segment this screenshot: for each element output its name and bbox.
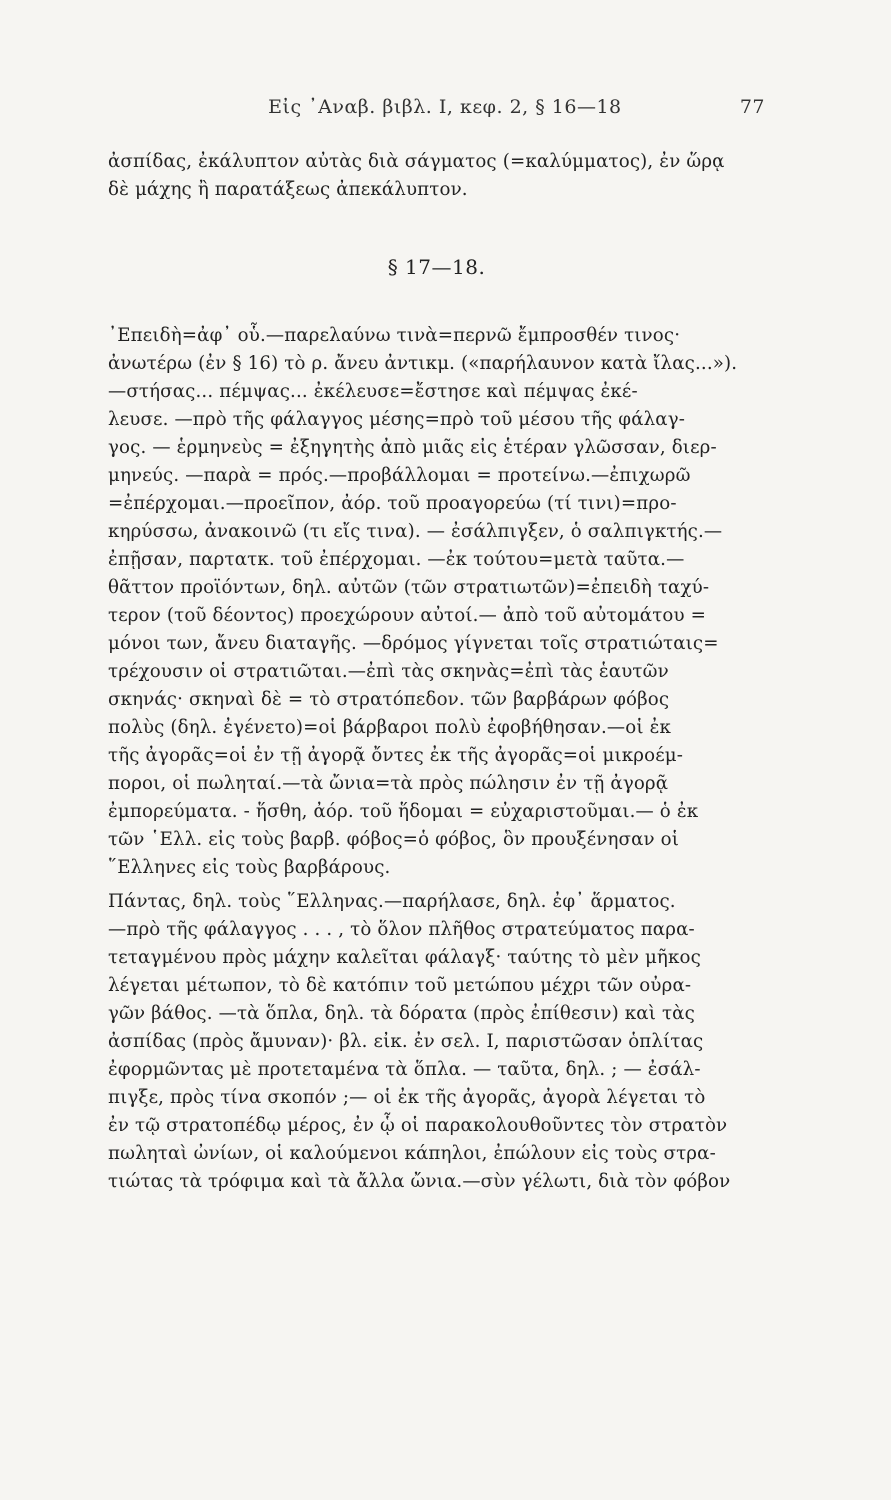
text-line: ᾿Επειδὴ=ἀφ᾿ οὗ.—παρελαύνω τινὰ=περνῶ ἔμπροσθέν τινος· xyxy=(108,325,681,346)
text-line: τιώτας τὰ τρόφιμα καὶ τὰ ἄλλα ὤνια.—σὺν γέλωτι, διὰ τὸν φόβον xyxy=(108,1171,731,1192)
page-number: 77 xyxy=(739,96,765,118)
text-line: τεταγμένου πρὸς μάχην καλεῖται φάλαγξ· ταύτης τὸ μὲν μῆκος xyxy=(108,947,701,968)
intro-paragraph xyxy=(108,148,765,204)
text-line: ἀσπίδας, ἐκάλυπτον αὐτὰς διὰ σάγματος (=καλύμματος), ἐν ὥρᾳ xyxy=(108,151,725,172)
text-line: σκηνάς· σκηναὶ δὲ = τὸ στρατόπεδον. τῶν βαρβάρων φόβος xyxy=(108,689,670,710)
text-line: ῞Ελληνες εἰς τοὺς βαρβάρους. xyxy=(108,857,391,878)
text-line: ἐφορμῶντας μὲ προτεταμένα τὰ ὅπλα. — ταῦτα, δηλ. ; — ἐσάλ- xyxy=(108,1059,701,1080)
text-line: —πρὸ τῆς φάλαγγος . . . , τὸ ὅλον πλῆθος στρατεύματος παρα- xyxy=(108,919,695,940)
text-line: μηνεύς. —παρὰ = πρός.—προβάλλομαι = προτείνω.—ἐπιχωρῶ xyxy=(108,465,691,486)
text-line: κηρύσσω, ἀνακοινῶ (τι εἴς τινα). — ἐσάλπιγξεν, ὁ σαλπιγκτής.— xyxy=(108,521,723,542)
text-line: —στήσας... πέμψας... ἐκέλευσε=ἔστησε καὶ πέμψας ἐκέ- xyxy=(108,381,638,402)
text-line: =ἐπέρχομαι.—προεῖπον, ἀόρ. τοῦ προαγορεύω (τί τινι)=προ- xyxy=(108,493,677,514)
text-line: γος. — ἑρμηνεὺς = ἐξηγητὴς ἀπὸ μιᾶς εἰς ἑτέραν γλῶσσαν, διερ- xyxy=(108,437,717,458)
text-line: δὲ μάχης ἢ παρατάξεως ἀπεκάλυπτον. xyxy=(108,179,468,200)
notes-paragraph-2 xyxy=(108,888,765,1196)
text-line: λέγεται μέτωπον, τὸ δὲ κατόπιν τοῦ μετώπου μέχρι τῶν οὐρα- xyxy=(108,975,692,996)
text-line: μόνοι των, ἄνευ διαταγῆς. —δρόμος γίγνεται τοῖς στρατιώταις= xyxy=(108,633,719,654)
text-line: Πάντας, δηλ. τοὺς ῞Ελληνας.—παρήλασε, δηλ. ἐφ᾿ ἅρματος. xyxy=(108,891,676,912)
text-line: γῶν βάθος. —τὰ ὅπλα, δηλ. τὰ δόρατα (πρὸς ἐπίθεσιν) καὶ τὰς xyxy=(108,1003,695,1024)
text-line: ἀσπίδας (πρὸς ἄμυναν)· βλ. εἰκ. ἐν σελ. Ι, παριστῶσαν ὁπλίτας xyxy=(108,1031,704,1052)
text-line: τρέχουσιν οἱ στρατιῶται.—ἐπὶ τὰς σκηνὰς=ἐπὶ τὰς ἑαυτῶν xyxy=(108,661,669,682)
text-line: ἐπῇσαν, παρτατκ. τοῦ ἐπέρχομαι. —ἐκ τούτου=μετὰ ταῦτα.— xyxy=(108,549,685,570)
notes-paragraph-1 xyxy=(108,322,765,882)
text-line: πιγξε, πρὸς τίνα σκοπόν ;— οἱ ἐκ τῆς ἀγορᾶς, ἀγορὰ λέγεται τὸ xyxy=(108,1087,706,1108)
running-head-title: Εἰς ᾿Αναβ. βιβλ. Ι, κεφ. 2, § 16—18 xyxy=(268,96,622,118)
section-heading: § 17—18. xyxy=(387,255,486,279)
text-line: τῶν ῾Ελλ. εἰς τοὺς βαρβ. φόβος=ὁ φόβος, ὃν προυξένησαν οἱ xyxy=(108,829,680,850)
text-line: τῆς ἀγορᾶς=οἱ ἐν τῇ ἀγορᾷ ὄντες ἐκ τῆς ἀγορᾶς=οἱ μικροέμ- xyxy=(108,745,684,766)
text-line: τερον (τοῦ δέοντος) προεχώρουν αὐτοί.— ἀπὸ τοῦ αὐτομάτου = xyxy=(108,605,707,626)
text-line: ποροι, οἱ πωληταί.—τὰ ὤνια=τὰ πρὸς πώλησιν ἐν τῇ ἀγορᾷ xyxy=(108,773,669,794)
text-line: πολὺς (δηλ. ἐγένετο)=οἱ βάρβαροι πολὺ ἐφοβήθησαν.—οἱ ἐκ xyxy=(108,717,671,738)
text-line: λευσε. —πρὸ τῆς φάλαγγος μέσης=πρὸ τοῦ μέσου τῆς φάλαγ- xyxy=(108,409,686,430)
text-line: θᾶττον προϊόντων, δηλ. αὐτῶν (τῶν στρατιωτῶν)=ἐπειδὴ ταχύ- xyxy=(108,577,710,598)
text-line: ἐν τῷ στρατοπέδῳ μέρος, ἐν ᾧ οἱ παρακολουθοῦντες τὸν στρατὸν xyxy=(108,1115,728,1136)
running-head xyxy=(108,96,765,118)
text-line: ἐμπορεύματα. - ἥσθη, ἀόρ. τοῦ ἥδομαι = εὐχαριστοῦμαι.— ὁ ἐκ xyxy=(108,801,699,822)
text-line: ἀνωτέρω (ἐν § 16) τὸ ρ. ἄνευ ἀντικμ. («παρήλαυνον κατὰ ἴλας...»). xyxy=(108,353,738,374)
text-line: πωληταὶ ὠνίων, οἱ καλούμενοι κάπηλοι, ἐπώλουν εἰς τοὺς στρα- xyxy=(108,1143,716,1164)
